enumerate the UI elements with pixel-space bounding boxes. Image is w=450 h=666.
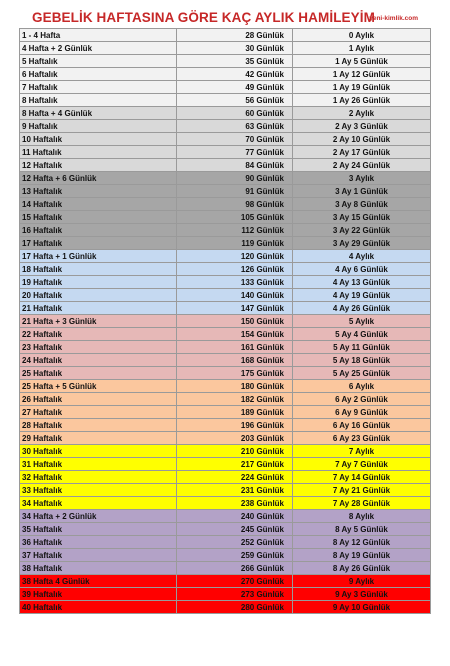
months-cell: 2 Ay 10 Günlük	[293, 133, 431, 146]
table-row	[20, 562, 431, 575]
months-cell: 2 Ay 17 Günlük	[293, 146, 431, 159]
days-cell: 84 Günlük	[177, 159, 293, 172]
days-cell: 56 Günlük	[177, 94, 293, 107]
days-cell: 168 Günlük	[177, 354, 293, 367]
week-cell: 18 Haftalık	[20, 263, 177, 276]
days-cell: 49 Günlük	[177, 81, 293, 94]
table-row	[20, 432, 431, 445]
months-cell: 7 Aylık	[293, 445, 431, 458]
months-cell: 2 Aylık	[293, 107, 431, 120]
week-cell: 27 Haftalık	[20, 406, 177, 419]
week-cell: 22 Haftalık	[20, 328, 177, 341]
days-cell: 126 Günlük	[177, 263, 293, 276]
week-cell: 6 Haftalık	[20, 68, 177, 81]
week-cell: 14 Haftalık	[20, 198, 177, 211]
days-cell: 240 Günlük	[177, 510, 293, 523]
table-row	[20, 549, 431, 562]
document-header	[18, 8, 432, 28]
week-cell: 7 Haftalık	[20, 81, 177, 94]
days-cell: 28 Günlük	[177, 29, 293, 42]
days-cell: 280 Günlük	[177, 601, 293, 614]
table-row	[20, 172, 431, 185]
months-cell: 8 Ay 19 Günlük	[293, 549, 431, 562]
site-watermark: yeni-kimlik.com	[369, 15, 418, 22]
months-cell: 1 Aylık	[293, 42, 431, 55]
table-row	[20, 29, 431, 42]
months-cell: 9 Aylık	[293, 575, 431, 588]
days-cell: 210 Günlük	[177, 445, 293, 458]
week-cell: 34 Hafta + 2 Günlük	[20, 510, 177, 523]
days-cell: 30 Günlük	[177, 42, 293, 55]
days-cell: 133 Günlük	[177, 276, 293, 289]
months-cell: 8 Ay 26 Günlük	[293, 562, 431, 575]
table-row	[20, 393, 431, 406]
table-row	[20, 445, 431, 458]
table-row	[20, 354, 431, 367]
week-cell: 17 Hafta + 1 Günlük	[20, 250, 177, 263]
week-cell: 15 Haftalık	[20, 211, 177, 224]
days-cell: 98 Günlük	[177, 198, 293, 211]
table-row	[20, 133, 431, 146]
week-cell: 8 Haftalık	[20, 94, 177, 107]
week-cell: 1 - 4 Hafta	[20, 29, 177, 42]
week-cell: 39 Haftalık	[20, 588, 177, 601]
days-cell: 217 Günlük	[177, 458, 293, 471]
days-cell: 161 Günlük	[177, 341, 293, 354]
table-row	[20, 536, 431, 549]
months-cell: 4 Aylık	[293, 250, 431, 263]
week-cell: 30 Haftalık	[20, 445, 177, 458]
months-cell: 6 Ay 16 Günlük	[293, 419, 431, 432]
table-row	[20, 250, 431, 263]
months-cell: 1 Ay 26 Günlük	[293, 94, 431, 107]
days-cell: 259 Günlük	[177, 549, 293, 562]
table-row	[20, 419, 431, 432]
months-cell: 8 Ay 5 Günlük	[293, 523, 431, 536]
week-cell: 21 Haftalık	[20, 302, 177, 315]
days-cell: 238 Günlük	[177, 497, 293, 510]
months-cell: 4 Ay 13 Günlük	[293, 276, 431, 289]
table-row	[20, 302, 431, 315]
table-row	[20, 367, 431, 380]
week-cell: 29 Haftalık	[20, 432, 177, 445]
week-cell: 37 Haftalık	[20, 549, 177, 562]
table-row	[20, 94, 431, 107]
table-row	[20, 185, 431, 198]
months-cell: 9 Ay 3 Günlük	[293, 588, 431, 601]
table-row	[20, 237, 431, 250]
days-cell: 119 Günlük	[177, 237, 293, 250]
table-row	[20, 315, 431, 328]
days-cell: 147 Günlük	[177, 302, 293, 315]
week-cell: 9 Haftalık	[20, 120, 177, 133]
week-cell: 28 Haftalık	[20, 419, 177, 432]
table-row	[20, 289, 431, 302]
days-cell: 77 Günlük	[177, 146, 293, 159]
days-cell: 120 Günlük	[177, 250, 293, 263]
table-row	[20, 588, 431, 601]
months-cell: 4 Ay 19 Günlük	[293, 289, 431, 302]
months-cell: 8 Ay 12 Günlük	[293, 536, 431, 549]
months-cell: 3 Ay 1 Günlük	[293, 185, 431, 198]
week-cell: 31 Haftalık	[20, 458, 177, 471]
table-row	[20, 42, 431, 55]
week-cell: 26 Haftalık	[20, 393, 177, 406]
table-row	[20, 224, 431, 237]
days-cell: 35 Günlük	[177, 55, 293, 68]
months-cell: 6 Ay 2 Günlük	[293, 393, 431, 406]
week-cell: 24 Haftalık	[20, 354, 177, 367]
week-cell: 20 Haftalık	[20, 289, 177, 302]
table-row	[20, 575, 431, 588]
week-cell: 25 Hafta + 5 Günlük	[20, 380, 177, 393]
table-row	[20, 497, 431, 510]
pregnancy-week-table	[19, 28, 431, 614]
table-row	[20, 510, 431, 523]
days-cell: 150 Günlük	[177, 315, 293, 328]
days-cell: 273 Günlük	[177, 588, 293, 601]
table-row	[20, 341, 431, 354]
table-body	[20, 29, 431, 614]
week-cell: 23 Haftalık	[20, 341, 177, 354]
week-cell: 11 Haftalık	[20, 146, 177, 159]
week-cell: 8 Hafta + 4 Günlük	[20, 107, 177, 120]
days-cell: 180 Günlük	[177, 380, 293, 393]
table-row	[20, 276, 431, 289]
week-cell: 13 Haftalık	[20, 185, 177, 198]
week-cell: 10 Haftalık	[20, 133, 177, 146]
table-row	[20, 328, 431, 341]
week-cell: 34 Haftalık	[20, 497, 177, 510]
months-cell: 3 Ay 8 Günlük	[293, 198, 431, 211]
months-cell: 7 Ay 28 Günlük	[293, 497, 431, 510]
table-row	[20, 601, 431, 614]
table-row	[20, 68, 431, 81]
days-cell: 182 Günlük	[177, 393, 293, 406]
months-cell: 5 Aylık	[293, 315, 431, 328]
days-cell: 231 Günlük	[177, 484, 293, 497]
days-cell: 91 Günlük	[177, 185, 293, 198]
page-title: GEBELİK HAFTASINA GÖRE KAÇ AYLIK HAMİLEYİM	[32, 10, 375, 25]
table-row	[20, 198, 431, 211]
months-cell: 7 Ay 21 Günlük	[293, 484, 431, 497]
days-cell: 189 Günlük	[177, 406, 293, 419]
months-cell: 1 Ay 12 Günlük	[293, 68, 431, 81]
months-cell: 5 Ay 18 Günlük	[293, 354, 431, 367]
table-row	[20, 263, 431, 276]
months-cell: 4 Ay 26 Günlük	[293, 302, 431, 315]
week-cell: 36 Haftalık	[20, 536, 177, 549]
table-row	[20, 380, 431, 393]
week-cell: 25 Haftalık	[20, 367, 177, 380]
months-cell: 3 Ay 22 Günlük	[293, 224, 431, 237]
days-cell: 252 Günlük	[177, 536, 293, 549]
days-cell: 140 Günlük	[177, 289, 293, 302]
months-cell: 5 Ay 11 Günlük	[293, 341, 431, 354]
week-cell: 4 Hafta + 2 Günlük	[20, 42, 177, 55]
days-cell: 196 Günlük	[177, 419, 293, 432]
table-row	[20, 484, 431, 497]
months-cell: 1 Ay 19 Günlük	[293, 81, 431, 94]
table-row	[20, 471, 431, 484]
days-cell: 70 Günlük	[177, 133, 293, 146]
week-cell: 38 Hafta 4 Günlük	[20, 575, 177, 588]
months-cell: 1 Ay 5 Günlük	[293, 55, 431, 68]
week-cell: 16 Haftalık	[20, 224, 177, 237]
days-cell: 270 Günlük	[177, 575, 293, 588]
week-cell: 21 Hafta + 3 Günlük	[20, 315, 177, 328]
months-cell: 8 Aylık	[293, 510, 431, 523]
week-cell: 19 Haftalık	[20, 276, 177, 289]
months-cell: 5 Ay 4 Günlük	[293, 328, 431, 341]
week-cell: 40 Haftalık	[20, 601, 177, 614]
days-cell: 266 Günlük	[177, 562, 293, 575]
week-cell: 17 Haftalık	[20, 237, 177, 250]
table-row	[20, 406, 431, 419]
months-cell: 2 Ay 3 Günlük	[293, 120, 431, 133]
months-cell: 4 Ay 6 Günlük	[293, 263, 431, 276]
week-cell: 38 Haftalık	[20, 562, 177, 575]
months-cell: 3 Ay 29 Günlük	[293, 237, 431, 250]
months-cell: 9 Ay 10 Günlük	[293, 601, 431, 614]
table-row	[20, 107, 431, 120]
days-cell: 224 Günlük	[177, 471, 293, 484]
months-cell: 6 Aylık	[293, 380, 431, 393]
months-cell: 7 Ay 7 Günlük	[293, 458, 431, 471]
week-cell: 12 Hafta + 6 Günlük	[20, 172, 177, 185]
months-cell: 3 Aylık	[293, 172, 431, 185]
table-row	[20, 81, 431, 94]
days-cell: 245 Günlük	[177, 523, 293, 536]
months-cell: 3 Ay 15 Günlük	[293, 211, 431, 224]
table-row	[20, 120, 431, 133]
week-cell: 35 Haftalık	[20, 523, 177, 536]
months-cell: 5 Ay 25 Günlük	[293, 367, 431, 380]
table-row	[20, 159, 431, 172]
months-cell: 7 Ay 14 Günlük	[293, 471, 431, 484]
days-cell: 175 Günlük	[177, 367, 293, 380]
months-cell: 6 Ay 9 Günlük	[293, 406, 431, 419]
week-cell: 33 Haftalık	[20, 484, 177, 497]
days-cell: 203 Günlük	[177, 432, 293, 445]
table-row	[20, 146, 431, 159]
table-row	[20, 458, 431, 471]
table-row	[20, 211, 431, 224]
week-cell: 12 Haftalık	[20, 159, 177, 172]
days-cell: 112 Günlük	[177, 224, 293, 237]
months-cell: 6 Ay 23 Günlük	[293, 432, 431, 445]
days-cell: 42 Günlük	[177, 68, 293, 81]
days-cell: 90 Günlük	[177, 172, 293, 185]
days-cell: 105 Günlük	[177, 211, 293, 224]
week-cell: 5 Haftalık	[20, 55, 177, 68]
days-cell: 154 Günlük	[177, 328, 293, 341]
months-cell: 0 Aylık	[293, 29, 431, 42]
table-row	[20, 523, 431, 536]
days-cell: 63 Günlük	[177, 120, 293, 133]
table-row	[20, 55, 431, 68]
months-cell: 2 Ay 24 Günlük	[293, 159, 431, 172]
week-cell: 32 Haftalık	[20, 471, 177, 484]
days-cell: 60 Günlük	[177, 107, 293, 120]
